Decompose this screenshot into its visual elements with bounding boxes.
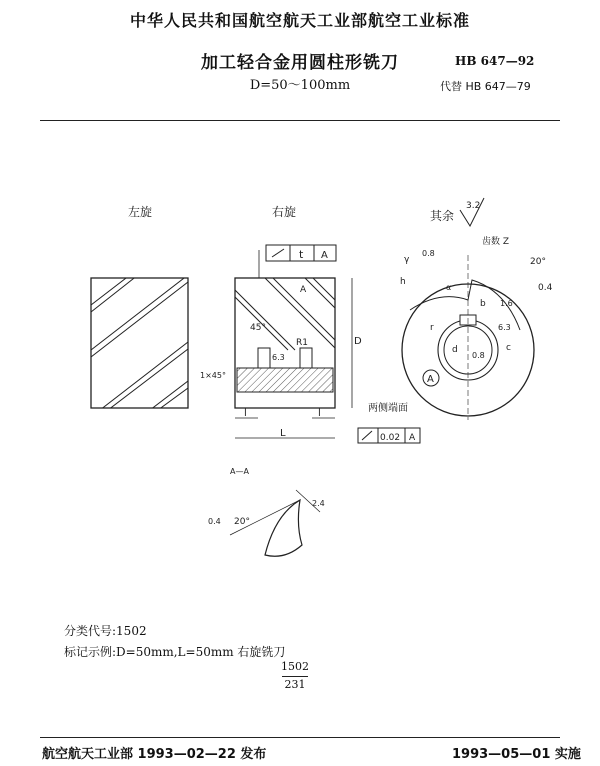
dim-D: D xyxy=(354,336,362,347)
standard-code: HB 647—92 xyxy=(455,54,535,68)
document-size-range: D=50～100mm xyxy=(249,78,351,93)
issued-date: 航空航天工业部 1993—02—22 发布 xyxy=(42,747,267,762)
circle-a-label: A xyxy=(427,374,434,385)
page-number-rule xyxy=(282,676,308,677)
datum-a-runout: A xyxy=(409,433,416,443)
label-right-hand: 右旋 xyxy=(272,205,297,219)
roughness-08b: 0.8 xyxy=(472,351,485,360)
dim-l-left: l xyxy=(244,408,247,419)
roughness-16: 1.6 xyxy=(500,299,513,308)
label-b: b xyxy=(480,299,486,309)
label-alpha: α xyxy=(446,283,452,292)
replaces-code: 代替 HB 647—79 xyxy=(440,80,531,93)
left-hand-cutter-view xyxy=(91,275,188,410)
chamfer-note: 1×45° xyxy=(200,371,226,380)
cutter-end-view xyxy=(400,235,553,420)
roughness-04: 0.4 xyxy=(538,283,553,293)
label-left-hand: 左旋 xyxy=(128,205,153,219)
page-number-top: 1502 xyxy=(281,660,309,673)
roughness-08: 0.8 xyxy=(422,249,435,258)
tol-flatness-symbol: t xyxy=(299,248,304,261)
label-gamma: γ xyxy=(404,255,410,265)
roughness-63b: 6.3 xyxy=(498,323,511,332)
datum-a-top: A xyxy=(321,250,328,261)
footer-rule xyxy=(40,737,560,738)
dim-l-right: l xyxy=(318,408,321,419)
section-aa-detail xyxy=(208,490,325,556)
label-r: r xyxy=(430,323,434,333)
effective-date: 1993—05—01 实施 xyxy=(452,747,581,762)
roughness-rest: 3.2 xyxy=(466,201,481,211)
dim-L: L xyxy=(280,428,286,439)
marking-example: 标记示例:D=50mm,L=50mm 右旋铣刀 xyxy=(64,645,286,659)
section-label: A—A xyxy=(230,467,249,476)
label-d-bore: d xyxy=(452,345,458,355)
label-tooth-count: 齿数 Z xyxy=(482,237,510,247)
roughness-63: 6.3 xyxy=(272,353,285,362)
standard-title: 中华人民共和国航空航天工业部航空工业标准 xyxy=(129,11,470,30)
sec-roughness: 0.4 xyxy=(208,517,221,526)
classification-code: 分类代号:1502 xyxy=(64,624,147,638)
radius-r1: R1 xyxy=(296,338,308,348)
sec-angle: 20° xyxy=(234,517,250,527)
label-rest: 其余 xyxy=(430,209,455,223)
label-c: c xyxy=(506,343,511,353)
datum-a-arrow: A xyxy=(300,285,307,295)
document-title: 加工轻合金用圆柱形铣刀 xyxy=(201,53,399,73)
right-hand-cutter-view xyxy=(200,245,420,443)
runout-value: 0.02 xyxy=(380,433,401,443)
angle-45: 45° xyxy=(250,323,266,333)
page-number-bottom: 231 xyxy=(284,678,306,691)
sec-dim: 2.4 xyxy=(312,499,325,508)
angle-20: 20° xyxy=(530,257,546,267)
side-runout-label: 两侧端面 xyxy=(368,403,408,414)
label-h: h xyxy=(400,277,406,287)
